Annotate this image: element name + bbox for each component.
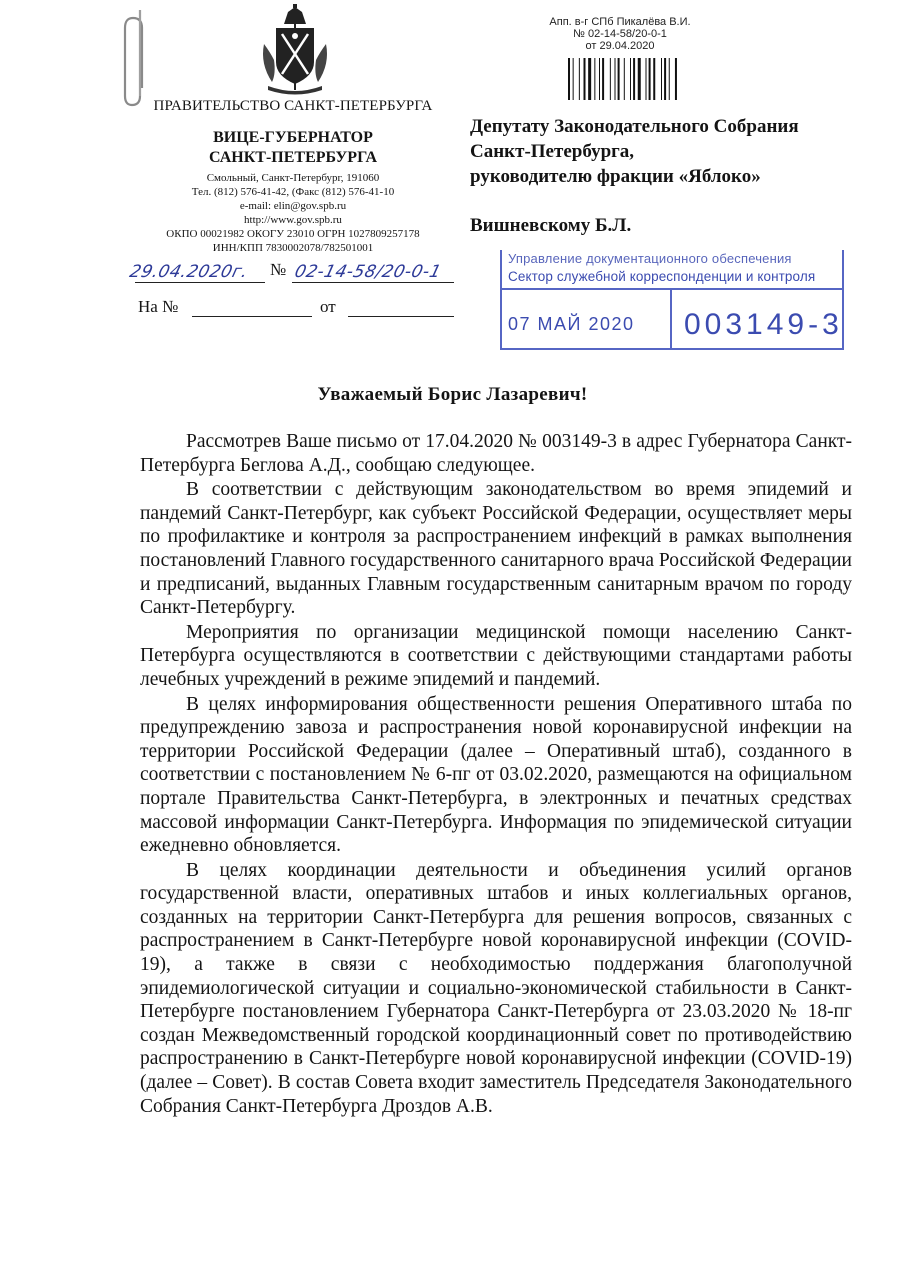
stamp-date: 07 МАЙ 2020: [508, 314, 635, 334]
barcode-icon: [568, 58, 704, 100]
office-title-line2: САНКТ-ПЕТЕРБУРГА: [208, 149, 378, 166]
office-title: [128, 128, 458, 168]
office-title-line1: ВИЦЕ-ГУБЕРНАТОР: [213, 129, 373, 146]
contact-email: e-mail: elin@gov.spb.ru: [239, 200, 347, 212]
reference-date-label: от: [320, 297, 336, 316]
addressee-line2: Санкт-Петербурга,: [470, 141, 635, 162]
date-underline: [135, 282, 265, 283]
incoming-registration-stamp: [500, 250, 845, 350]
contact-details: [128, 171, 458, 255]
letter-greeting: Уважаемый Борис Лазаревич!: [317, 384, 588, 405]
stamp-department: Управление документационного обеспечения: [508, 251, 792, 266]
contact-line: Тел. (812) 576-41-42, (Факс (812) 576-41-10: [191, 186, 395, 198]
addressee-block: [470, 114, 870, 189]
registration-line3: от 29.04.2020: [585, 40, 655, 52]
outgoing-date-handwritten: 29.04.2020г.: [127, 262, 251, 282]
paper-clip-icon: [118, 8, 158, 108]
stamp-sector: Сектор служебной корреспонденции и контроля: [508, 269, 816, 284]
reference-date-blank: [348, 316, 454, 317]
letter-paragraph: В целях информирования общественности решения Оперативного штаба по предупреждению завоза и распространения новой коронавирусной инфекции на территории Российской Федерации (далее – Оперативный штаб), созданного в соответствии с постановлением № 6-пг от 03.02.2020, размещаются на официальном портале Правительства Санкт-Петербурга, в электронных и печатных средствах массовой информации Санкт-Петербурга. Информация по эпидемической ситуации ежедневно обновляется.: [140, 693, 852, 857]
contact-line: Смольный, Санкт-Петербург, 191060: [206, 172, 380, 184]
letter-paragraph: В целях координации деятельности и объединения усилий органов государственной власти, оперативных штабов и иных коллегиальных органов, созданных на территории Санкт-Петербурга для решения вопросов, связанных с распространением в Санкт-Петербурге новой коронавирусной инфекции (COVID-19), а также в связи с необходимостью поддержания благополучной эпидемиологической ситуации и социально-экономической стабильности в Санкт-Петербурге постановлением Губернатора Санкт-Петербурга от 23.03.2020 № 18-пг создан Межведомственный городской координационный совет по противодействию распространению в Санкт-Петербурге новой коронавирусной инфекции (COVID-19) (далее – Совет). В состав Совета входит заместитель Председателя Законодательного Собрания Санкт-Петербурга Дроздов А.В.: [140, 859, 852, 1117]
registration-line2: № 02-14-58/20-0-1: [573, 28, 667, 40]
registration-line1: Апп. в-г СПб Пикалёва В.И.: [549, 16, 691, 28]
reference-number-label: На №: [138, 297, 179, 316]
letter-paragraph: Рассмотрев Ваше письмо от 17.04.2020 № 003149-3 в адрес Губернатора Санкт-Петербурга Беглова А.Д., сообщаю следующее.: [140, 431, 852, 476]
stamp-vertical-divider: [670, 290, 672, 348]
number-symbol: №: [270, 260, 287, 279]
outgoing-number-handwritten: 02-14-58/20-0-1: [292, 262, 444, 282]
government-title: ПРАВИТЕЛЬСТВО САНКТ-ПЕТЕРБУРГА: [153, 98, 433, 114]
addressee-line1: Депутату Законодательного Собрания: [470, 116, 799, 137]
letter-paragraph: Мероприятия по организации медицинской помощи населению Санкт-Петербурга осуществляются в соответствии с действующими стандартами работы лечебных учреждений в режиме эпидемий и пандемий.: [140, 621, 852, 690]
coat-of-arms-emblem: [258, 4, 332, 96]
reference-number-blank: [192, 316, 312, 317]
contact-line: ИНН/КПП 7830002078/782501001: [212, 242, 374, 254]
letter-paragraph: В соответствии с действующим законодательством во время эпидемий и пандемий Санкт-Петербург, как субъект Российской Федерации, осуществляет меры по профилактике и контроля за распространением инфекций в рамках выполнения постановлений Главного государственного санитарного врача Российской Федерации и предписаний, выданных Главным государственным санитарным врачом по городу Санкт-Петербургу.: [140, 479, 852, 619]
stamp-registration-number: 003149-3: [684, 308, 843, 341]
letter-body: [140, 430, 852, 1119]
registration-label: [540, 16, 700, 52]
stamp-divider: [502, 288, 842, 290]
addressee-line3: руководителю фракции «Яблоко»: [470, 166, 761, 187]
addressee-name: Вишневскому Б.Л.: [470, 215, 632, 236]
contact-website: http://www.gov.spb.ru: [244, 214, 342, 226]
contact-line: ОКПО 00021982 ОКОГУ 23010 ОГРН 1027809257178: [166, 228, 420, 240]
number-underline: [292, 282, 454, 283]
